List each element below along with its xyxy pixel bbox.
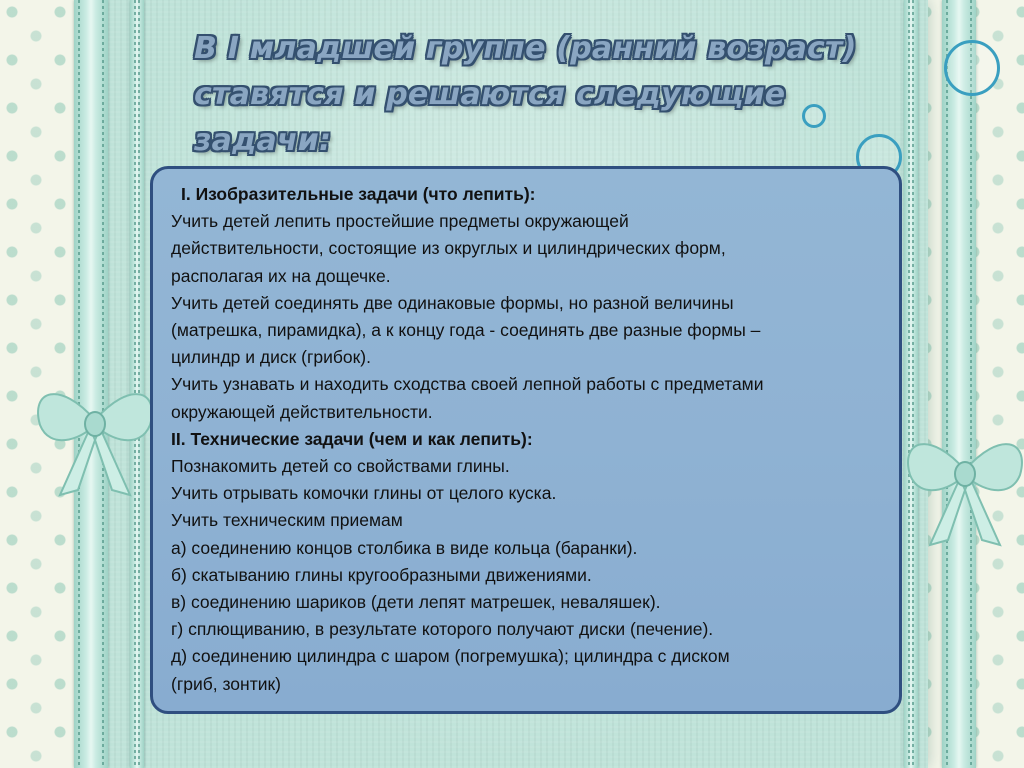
slide-title-line-2: ставятся и решаются следующие — [194, 77, 786, 112]
content-box — [150, 166, 902, 714]
body-line: (гриб, зонтик) — [171, 673, 281, 694]
body-line: действительности, состоящие из округлых и цилиндрических форм, — [171, 238, 726, 259]
slide-title-line-1: В I младшей группе (ранний возраст) — [194, 31, 857, 66]
section-heading-technical-tasks: II. Технические задачи (чем и как лепить): — [171, 428, 533, 449]
body-line: д) соединению цилиндра с шаром (погремушка); цилиндра с диском — [171, 646, 730, 667]
body-line: а) соединению концов столбика в виде кольца (баранки). — [171, 537, 638, 558]
body-line: (матрешка, пирамидка), а к концу года - соединять две разные формы – — [171, 320, 761, 341]
body-line: Учить техническим приемам — [171, 510, 403, 531]
body-line: Учить узнавать и находить сходства своей лепной работы с предметами — [171, 374, 764, 395]
section-heading-visual-tasks: I. Изобразительные задачи (что лепить): — [181, 184, 536, 204]
body-line: окружающей действительности. — [171, 401, 433, 422]
body-line: Познакомить детей со свойствами глины. — [171, 456, 510, 477]
body-line: располагая их на дощечке. — [171, 265, 391, 286]
body-line: б) скатыванию глины кругообразными движениями. — [171, 564, 592, 585]
ribbon-bow-right-icon — [890, 400, 1024, 550]
decorative-circle-large-icon — [944, 40, 1000, 96]
body-line: Учить детей соединять две одинаковые формы, но разной величины — [171, 292, 734, 313]
body-line: Учить детей лепить простейшие предметы окружающей — [171, 211, 629, 232]
body-line: г) сплющиванию, в результате которого получают диски (печение). — [171, 619, 714, 640]
slide-title-line-3: задачи: — [194, 123, 332, 158]
body-line: Учить отрывать комочки глины от целого куска. — [171, 483, 557, 504]
ribbon-bow-left-icon — [20, 350, 170, 500]
body-line: в) соединению шариков (дети лепят матрешек, неваляшек). — [171, 592, 661, 613]
slide-title — [194, 26, 874, 164]
ribbon-right-inner — [904, 0, 918, 768]
ribbon-right — [942, 0, 976, 768]
body-line: цилиндр и диск (грибок). — [171, 347, 371, 368]
